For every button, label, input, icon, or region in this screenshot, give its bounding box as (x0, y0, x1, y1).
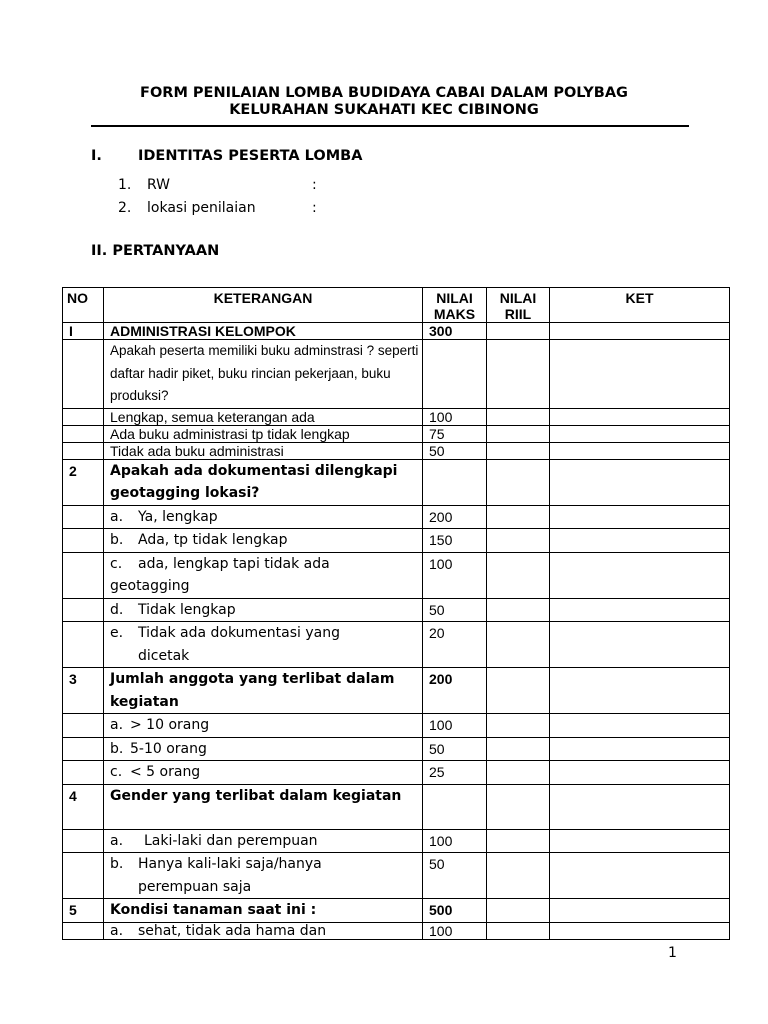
row-no: I (63, 323, 104, 340)
header-nilai-maks (423, 288, 487, 323)
row-no (63, 737, 104, 761)
row-nilai-maks: 200 (423, 668, 487, 714)
option-text: 5-10 orang (130, 740, 207, 757)
row-no (63, 425, 104, 442)
row-no: 3 (63, 668, 104, 714)
row-ket[interactable] (550, 737, 730, 761)
option-text: sehat, tidak ada hama dan (138, 922, 327, 939)
header-nilai-maks-line2: MAKS (433, 306, 476, 322)
row-no: 4 (63, 784, 104, 829)
header-keterangan: KETERANGAN (104, 288, 423, 323)
form-title-line-2: KELURAHAN SUKAHATI KEC CIBINONG (229, 102, 539, 118)
row-no (63, 922, 104, 939)
table-row (63, 408, 730, 425)
table-row (63, 761, 730, 785)
option-letter: b. (110, 532, 124, 548)
row-nilai-riil[interactable] (487, 761, 550, 785)
row-nilai-maks: 150 (423, 529, 487, 553)
table-row (63, 668, 730, 714)
row-keterangan: Jumlah anggota yang terlibat dalam kegiatan (104, 668, 423, 714)
assessment-table (62, 287, 730, 940)
row-keterangan: ADMINISTRASI KELOMPOK (104, 323, 423, 340)
row-ket[interactable] (550, 899, 730, 923)
option-letter: b. (110, 856, 124, 872)
row-keterangan: Apakah ada dokumentasi dilengkapi geotagging lokasi? (104, 459, 423, 505)
row-ket[interactable] (550, 668, 730, 714)
option-letter: d. (110, 601, 124, 618)
table-header-row (63, 288, 730, 323)
table-row (63, 922, 730, 939)
row-keterangan (104, 622, 423, 668)
option-text: Tidak lengkap (138, 601, 236, 618)
table-row (63, 340, 730, 409)
row-nilai-riil[interactable] (487, 552, 550, 598)
row-keterangan: Apakah peserta memiliki buku adminstrasi ? seperti daftar hadir piket, buku rincian pekerjaan, buku produksi? (104, 340, 423, 409)
header-nilai-riil-line2: RIIL (504, 306, 532, 322)
row-ket[interactable] (550, 459, 730, 505)
row-ket[interactable] (550, 622, 730, 668)
table-row (63, 598, 730, 622)
row-keterangan: Lengkap, semua keterangan ada (104, 408, 423, 425)
row-nilai-maks: 50 (423, 737, 487, 761)
header-ket: KET (550, 288, 730, 323)
row-no (63, 598, 104, 622)
row-keterangan (104, 922, 423, 939)
row-nilai-maks: 200 (423, 505, 487, 529)
row-no (63, 761, 104, 785)
table-row (63, 459, 730, 505)
row-no (63, 552, 104, 598)
section-1-number: I. (91, 148, 102, 164)
row-nilai-riil[interactable] (487, 442, 550, 459)
row-no: 5 (63, 899, 104, 923)
row-nilai-maks: 100 (423, 408, 487, 425)
row-nilai-maks: 25 (423, 761, 487, 785)
row-nilai-maks: 20 (423, 622, 487, 668)
option-letter: a. (110, 508, 124, 525)
row-nilai-riil[interactable] (487, 899, 550, 923)
field-lokasi-number: 2. (118, 200, 132, 216)
option-text: > 10 orang (130, 717, 210, 733)
option-text: Hanya kali-laki saja/hanya (138, 856, 322, 872)
row-nilai-maks: 100 (423, 552, 487, 598)
row-nilai-riil[interactable] (487, 829, 550, 853)
option-letter: c. (110, 555, 123, 572)
header-nilai-riil-line1: NILAI (499, 290, 537, 306)
table-row (63, 323, 730, 340)
table-row (63, 829, 730, 853)
row-nilai-maks: 50 (423, 442, 487, 459)
row-nilai-maks: 100 (423, 829, 487, 853)
section-1-title: IDENTITAS PESERTA LOMBA (138, 148, 363, 164)
form-title-line-1: FORM PENILAIAN LOMBA BUDIDAYA CABAI DALAM POLYBAG (140, 85, 628, 101)
row-no (63, 340, 104, 409)
header-nilai-riil (487, 288, 550, 323)
row-ket[interactable] (550, 505, 730, 529)
row-ket[interactable] (550, 529, 730, 553)
row-no (63, 853, 104, 899)
row-nilai-riil[interactable] (487, 408, 550, 425)
row-no (63, 829, 104, 853)
row-nilai-maks: 50 (423, 598, 487, 622)
row-keterangan (104, 829, 423, 853)
row-ket[interactable] (550, 442, 730, 459)
row-nilai-riil[interactable] (487, 737, 550, 761)
row-ket[interactable] (550, 598, 730, 622)
row-nilai-riil[interactable] (487, 668, 550, 714)
option-letter: c. (110, 764, 123, 780)
row-ket[interactable] (550, 425, 730, 442)
row-nilai-riil[interactable] (487, 598, 550, 622)
option-letter: e. (110, 625, 124, 641)
row-ket[interactable] (550, 853, 730, 899)
row-keterangan (104, 714, 423, 738)
option-text: Tidak ada dokumentasi yang (138, 625, 340, 641)
option-text: ada, lengkap tapi tidak ada (138, 555, 330, 572)
row-keterangan: Tidak ada buku administrasi (104, 442, 423, 459)
row-nilai-maks (423, 340, 487, 409)
row-keterangan (104, 552, 423, 598)
row-nilai-riil[interactable] (487, 323, 550, 340)
row-keterangan: Kondisi tanaman saat ini : (104, 899, 423, 923)
option-text: < 5 orang (130, 764, 201, 780)
row-ket[interactable] (550, 761, 730, 785)
page-number: 1 (668, 945, 677, 961)
row-nilai-maks (423, 784, 487, 829)
option-text: Laki-laki dan perempuan (144, 832, 318, 849)
table-row (63, 899, 730, 923)
field-lokasi-label: lokasi penilaian (147, 200, 256, 216)
row-nilai-riil[interactable] (487, 505, 550, 529)
row-no (63, 529, 104, 553)
row-keterangan (104, 529, 423, 553)
table-row (63, 784, 730, 829)
field-rw-label: RW (147, 177, 171, 193)
row-nilai-maks: 100 (423, 922, 487, 939)
row-no: 2 (63, 459, 104, 505)
row-nilai-riil[interactable] (487, 853, 550, 899)
row-nilai-riil[interactable] (487, 714, 550, 738)
row-nilai-maks: 500 (423, 899, 487, 923)
header-no: NO (63, 288, 104, 323)
row-nilai-maks (423, 459, 487, 505)
table-row (63, 552, 730, 598)
row-ket[interactable] (550, 340, 730, 409)
field-lokasi-colon: : (312, 200, 317, 216)
row-nilai-riil[interactable] (487, 922, 550, 939)
table-row (63, 442, 730, 459)
row-keterangan: Gender yang terlibat dalam kegiatan (104, 784, 423, 829)
option-letter: a. (110, 922, 124, 939)
table-row (63, 505, 730, 529)
row-keterangan (104, 505, 423, 529)
row-keterangan: Ada buku administrasi tp tidak lengkap (104, 425, 423, 442)
row-ket[interactable] (550, 714, 730, 738)
row-nilai-riil[interactable] (487, 784, 550, 829)
row-ket[interactable] (550, 829, 730, 853)
row-nilai-maks: 100 (423, 714, 487, 738)
option-text: Ya, lengkap (138, 508, 218, 525)
title-underline (91, 125, 689, 127)
option-letter: a. (110, 717, 124, 733)
table-row (63, 622, 730, 668)
table-row (63, 737, 730, 761)
table-row (63, 425, 730, 442)
option-letter: a. (110, 832, 124, 849)
table-row (63, 529, 730, 553)
row-ket[interactable] (550, 408, 730, 425)
row-ket[interactable] (550, 784, 730, 829)
row-nilai-riil[interactable] (487, 425, 550, 442)
row-nilai-maks: 300 (423, 323, 487, 340)
row-nilai-riil[interactable] (487, 459, 550, 505)
row-nilai-maks: 75 (423, 425, 487, 442)
table-row (63, 853, 730, 899)
field-rw-number: 1. (118, 177, 132, 193)
row-no (63, 442, 104, 459)
row-no (63, 408, 104, 425)
row-keterangan (104, 761, 423, 785)
row-no (63, 714, 104, 738)
row-ket[interactable] (550, 552, 730, 598)
option-text-continued: dicetak (138, 647, 190, 664)
row-ket[interactable] (550, 922, 730, 939)
field-rw-colon: : (312, 177, 317, 193)
option-text-continued: geotagging (110, 578, 190, 594)
row-no (63, 505, 104, 529)
table-row (63, 714, 730, 738)
row-keterangan (104, 737, 423, 761)
row-nilai-riil[interactable] (487, 529, 550, 553)
row-nilai-riil[interactable] (487, 340, 550, 409)
option-letter: b. (110, 740, 124, 757)
row-nilai-maks: 50 (423, 853, 487, 899)
section-2-title: II. PERTANYAAN (91, 243, 220, 259)
row-nilai-riil[interactable] (487, 622, 550, 668)
row-ket[interactable] (550, 323, 730, 340)
row-keterangan (104, 853, 423, 899)
option-text-continued: perempuan saja (138, 878, 252, 895)
row-keterangan (104, 598, 423, 622)
option-text: Ada, tp tidak lengkap (138, 532, 288, 548)
row-no (63, 622, 104, 668)
header-nilai-maks-line1: NILAI (436, 290, 473, 306)
